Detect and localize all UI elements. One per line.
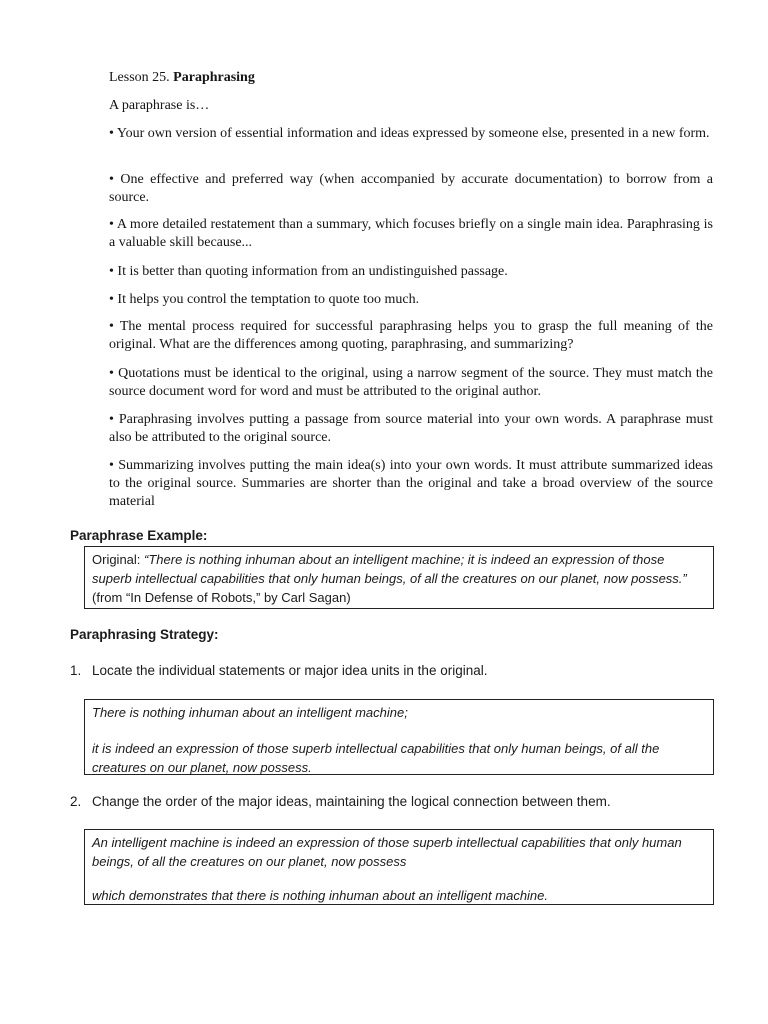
bullet-text: • It is better than quoting information from an undistinguished passage. bbox=[109, 264, 508, 279]
bullet-text: • One effective and preferred way (when accompanied by accurate documentation) to borrow from a source. bbox=[109, 172, 713, 205]
bullet-1 bbox=[109, 125, 713, 143]
bullet-7 bbox=[109, 365, 713, 401]
bullet-text: • A more detailed restatement than a summary, which focuses briefly on a single main idea. Paraphrasing is a valuable skill because... bbox=[109, 217, 713, 250]
original-label: Original: bbox=[92, 552, 145, 567]
intro-text bbox=[109, 97, 713, 115]
example-original bbox=[92, 550, 706, 588]
example-title: Paraphrase Example: bbox=[70, 528, 208, 543]
step-number: 2. bbox=[70, 794, 82, 809]
box-line: it is indeed an expression of those superb intellectual capabilities that only human beings, of all the creatures on our planet, now possess. bbox=[92, 741, 660, 775]
bullet-3 bbox=[109, 216, 713, 252]
intro-line: A paraphrase is… bbox=[109, 98, 210, 113]
example-source: (from “In Defense of Robots,” by Carl Sagan) bbox=[92, 590, 351, 605]
bullet-text: • The mental process required for successful paraphrasing helps you to grasp the full meaning of the original. What are the differences among quoting, paraphrasing, and summarizing? bbox=[109, 319, 713, 352]
bullet-text: • It helps you control the temptation to quote too much. bbox=[109, 292, 420, 307]
box-line: which demonstrates that there is nothing inhuman about an intelligent machine. bbox=[92, 888, 549, 903]
bullet-2 bbox=[109, 171, 713, 207]
box-line: There is nothing inhuman about an intelligent machine; bbox=[92, 705, 408, 720]
strategy-step-2 bbox=[70, 794, 611, 809]
step-2-box bbox=[84, 829, 714, 905]
strategy-title: Paraphrasing Strategy: bbox=[70, 627, 219, 642]
bullet-4 bbox=[109, 263, 713, 281]
lesson-title: Paraphrasing bbox=[173, 70, 255, 85]
lesson-number: Lesson 25. bbox=[109, 70, 174, 85]
bullet-text: • Your own version of essential information and ideas expressed by someone else, presented in a new form. bbox=[109, 126, 710, 141]
step-number: 1. bbox=[70, 663, 82, 678]
step-text: Change the order of the major ideas, maintaining the logical connection between them. bbox=[92, 794, 611, 809]
box-line: An intelligent machine is indeed an expression of those superb intellectual capabilities that only human beings, of all the creatures on our planet, now possess bbox=[92, 835, 682, 869]
bullet-text: • Quotations must be identical to the original, using a narrow segment of the source. They must match the source document word for word and must be attributed to the original author. bbox=[109, 366, 713, 399]
bullet-9 bbox=[109, 457, 713, 511]
example-box bbox=[84, 546, 714, 609]
lesson-heading bbox=[109, 69, 713, 87]
bullet-6 bbox=[109, 318, 713, 354]
bullet-5 bbox=[109, 291, 713, 309]
bullet-text: • Summarizing involves putting the main idea(s) into your own words. It must attribute summarized ideas to the original source. Summaries are shorter than the original and take a broad overview of the source material bbox=[109, 458, 713, 509]
bullet-text: • Paraphrasing involves putting a passage from source material into your own words. A paraphrase must also be attributed to the original source. bbox=[109, 412, 713, 445]
strategy-step-1 bbox=[70, 663, 487, 678]
original-quote: “There is nothing inhuman about an intelligent machine; it is indeed an expression of those superb intellectual capabilities that only human beings, of all the creatures on our planet, now possess.” bbox=[92, 552, 687, 586]
bullet-8 bbox=[109, 411, 713, 447]
step-text: Locate the individual statements or major idea units in the original. bbox=[92, 663, 488, 678]
step-1-box bbox=[84, 699, 714, 775]
